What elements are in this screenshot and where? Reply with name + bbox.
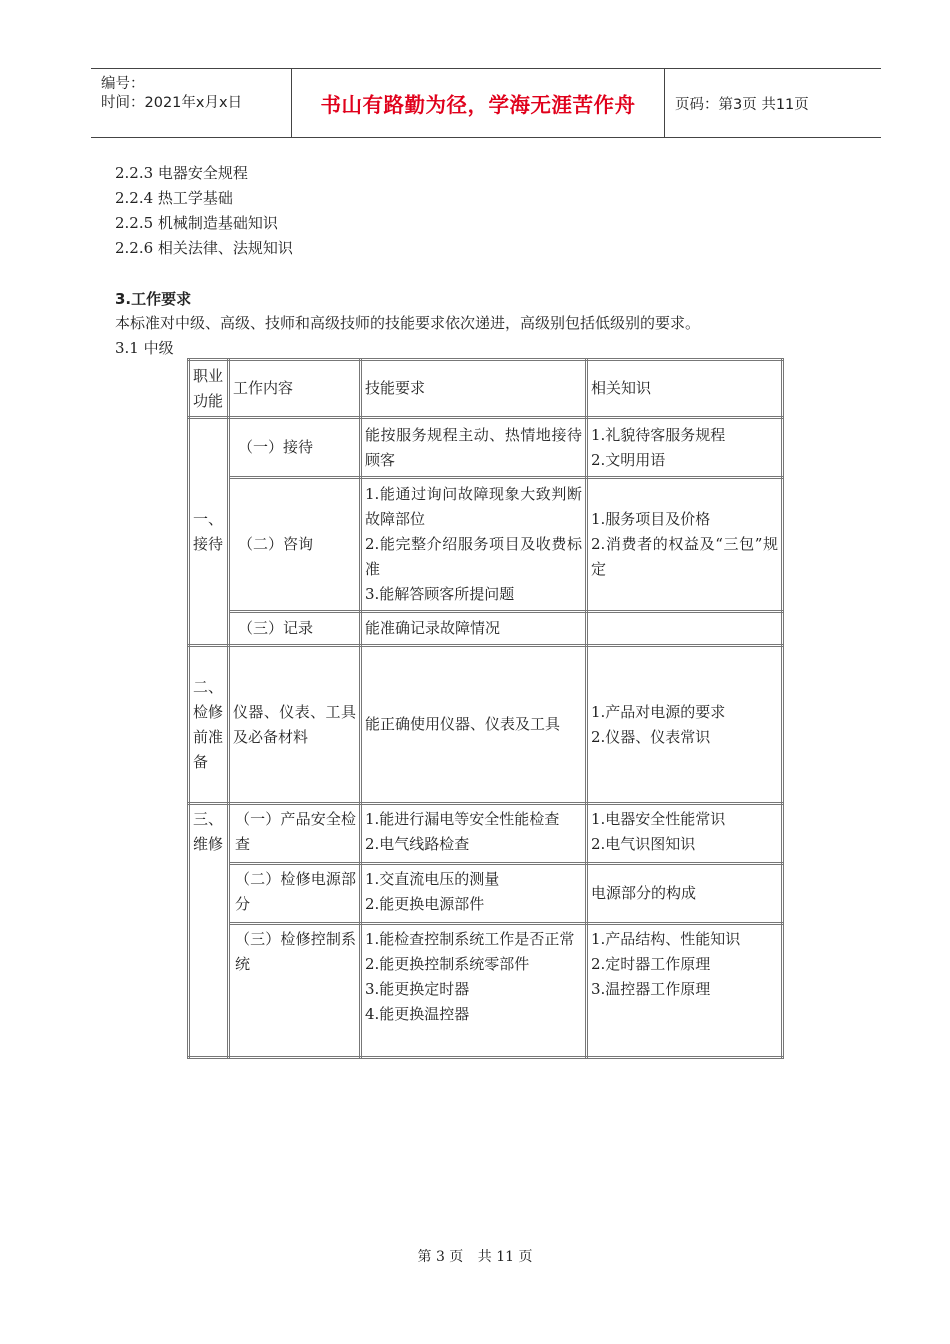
intro-line-3: 2.2.5 机械制造基础知识	[115, 214, 278, 232]
skill-line: 1.能通过询问故障现象大致判断故障部位	[365, 485, 582, 528]
skill-cell	[361, 804, 587, 864]
func-cell-2: 二、检修前准备	[189, 646, 229, 804]
table-row	[189, 418, 783, 478]
skill-cell	[361, 924, 587, 1058]
content-cell: （三）检修控制系统	[229, 924, 361, 1058]
skill-line: 1.交直流电压的测量	[365, 870, 500, 888]
knowledge-line: 2.定时器工作原理	[591, 955, 711, 973]
knowledge-line: 1.产品结构、性能知识	[591, 930, 741, 948]
skill-line: 2.能更换控制系统零部件	[365, 955, 530, 973]
content-cell: （三）记录	[229, 612, 361, 646]
skill-line: 4.能更换温控器	[365, 1005, 470, 1023]
content-cell: （一）接待	[229, 418, 361, 478]
header-knowledge: 相关知识	[587, 360, 783, 418]
skill-cell	[361, 864, 587, 924]
knowledge-line: 3.温控器工作原理	[591, 980, 711, 998]
table-row	[189, 478, 783, 612]
content-cell: （二）咨询	[229, 478, 361, 612]
page-header	[91, 68, 881, 138]
page-label: 页码：第3页 共11页	[675, 96, 809, 113]
skill-line: 2.电气线路检查	[365, 835, 470, 853]
skill-line: 3.能解答顾客所提问题	[365, 585, 515, 603]
intro-line-4: 2.2.6 相关法律、法规知识	[115, 239, 293, 257]
skill-line: 能正确使用仪器、仪表及工具	[365, 715, 561, 733]
skill-line: 能准确记录故障情况	[365, 619, 501, 637]
knowledge-cell	[587, 478, 783, 612]
knowledge-cell	[587, 646, 783, 804]
knowledge-line: 1.产品对电源的要求	[591, 702, 726, 721]
header-skill: 技能要求	[361, 360, 587, 418]
func-cell-3: 三、维修	[189, 804, 229, 1058]
intro-line-1: 2.2.3 电器安全规程	[115, 164, 248, 182]
content-cell: （二）检修电源部分	[229, 864, 361, 924]
knowledge-line: 电源部分的构成	[591, 884, 697, 902]
content-cell: 仪器、仪表、工具及必备材料	[229, 646, 361, 804]
header-func: 职业功能	[189, 360, 229, 418]
knowledge-line: 2.仪器、仪表常识	[591, 727, 711, 746]
table-row	[189, 924, 783, 1058]
skill-line: 1.能检查控制系统工作是否正常	[365, 930, 575, 948]
knowledge-cell	[587, 864, 783, 924]
knowledge-line: 1.电器安全性能常识	[591, 810, 726, 828]
skill-cell	[361, 646, 587, 804]
page-footer	[0, 1246, 950, 1266]
knowledge-line: 2.文明用语	[591, 450, 666, 469]
motto: 书山有路勤为径，学海无涯苦作舟	[292, 69, 665, 137]
skill-line: 1.能进行漏电等安全性能检查	[365, 810, 560, 828]
time-label: 时间：2021年x月x日	[101, 95, 243, 111]
knowledge-cell-empty	[587, 612, 783, 646]
knowledge-cell	[587, 418, 783, 478]
table-row	[189, 804, 783, 864]
knowledge-line: 2.消费者的权益及“三包”规定	[591, 535, 778, 578]
section-title: 3.工作要求	[115, 290, 192, 308]
knowledge-cell	[587, 924, 783, 1058]
table-row	[189, 864, 783, 924]
skill-line: 3.能更换定时器	[365, 980, 470, 998]
section-sub: 3.1 中级	[115, 339, 174, 357]
skill-cell	[361, 418, 587, 478]
knowledge-line: 1.服务项目及价格	[591, 510, 711, 528]
skill-cell	[361, 478, 587, 612]
requirements-table	[187, 358, 784, 1059]
skill-cell	[361, 612, 587, 646]
table-header-row	[189, 360, 783, 418]
footer-total: 共 11 页	[477, 1249, 533, 1265]
header-content: 工作内容	[229, 360, 361, 418]
code-label: 编号：	[101, 76, 145, 92]
skill-line: 能按服务规程主动、热情地接待顾客	[365, 425, 582, 469]
table-row	[189, 646, 783, 804]
section-desc: 本标准对中级、高级、技师和高级技师的技能要求依次递进，高级别包括低级别的要求。	[115, 314, 701, 332]
skill-line: 2.能完整介绍服务项目及收费标准	[365, 535, 582, 578]
footer-page: 第 3 页	[417, 1249, 464, 1265]
skill-line: 2.能更换电源部件	[365, 895, 485, 913]
knowledge-cell	[587, 804, 783, 864]
knowledge-line: 1.礼貌待客服务规程	[591, 425, 726, 444]
content-cell: （一）产品安全检查	[229, 804, 361, 864]
knowledge-line: 2.电气识图知识	[591, 835, 696, 853]
header-meta	[91, 69, 292, 137]
func-cell-1: 一、接待	[189, 418, 229, 646]
table-row	[189, 612, 783, 646]
intro-line-2: 2.2.4 热工学基础	[115, 189, 233, 207]
